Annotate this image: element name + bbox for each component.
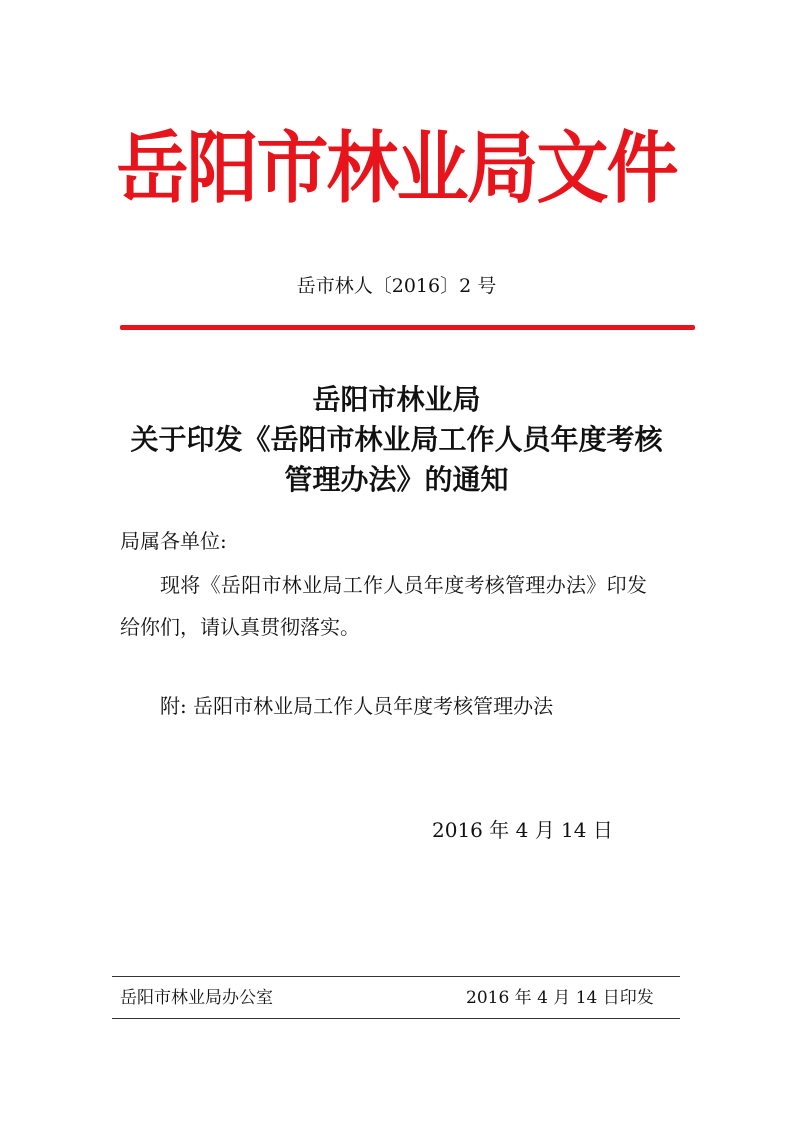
footer-issuing-office: 岳阳市林业局办公室 xyxy=(120,988,273,1008)
footer-print-date: 2016 年 4 月 14 日印发 xyxy=(466,988,654,1008)
notice-title-line-2: 关于印发《岳阳市林业局工作人员年度考核 xyxy=(130,423,663,456)
body-paragraph-line-2: 给你们，请认真贯彻落实。 xyxy=(120,615,360,639)
addressee: 局属各单位: xyxy=(120,529,227,553)
footer-rule-bottom xyxy=(112,1018,680,1019)
notice-title-line-3: 管理办法》的通知 xyxy=(284,463,509,496)
body-paragraph-line-1: 现将《岳阳市林业局工作人员年度考核管理办法》印发 xyxy=(160,573,648,597)
red-header-title: 岳阳市林业局文件 xyxy=(116,121,677,214)
attachment-note: 附: 岳阳市林业局工作人员年度考核管理办法 xyxy=(160,694,554,718)
issue-date: 2016 年 4 月 14 日 xyxy=(432,818,613,842)
notice-title-line-1: 岳阳市林业局 xyxy=(312,383,481,416)
red-divider-rule xyxy=(120,325,695,330)
document-number: 岳市林人〔2016〕2 号 xyxy=(296,275,497,297)
footer-rule-top xyxy=(112,976,680,977)
